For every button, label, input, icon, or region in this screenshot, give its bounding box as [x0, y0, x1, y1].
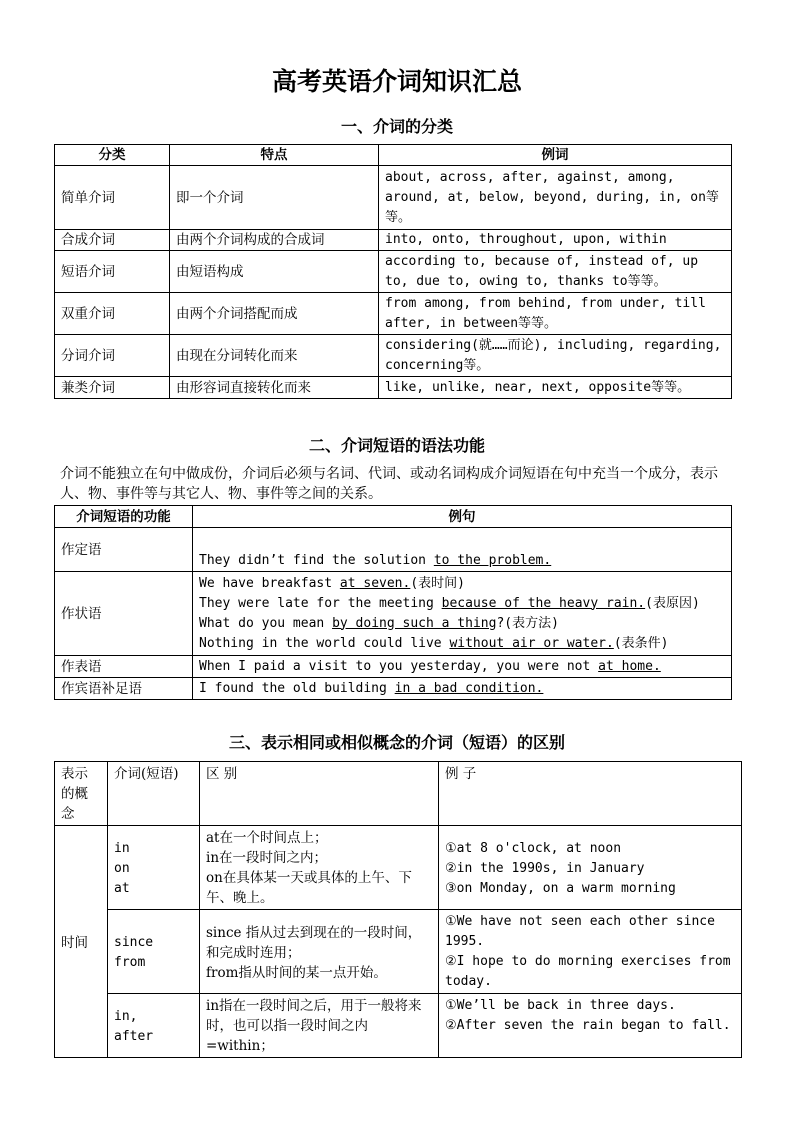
header-category: 分类	[55, 145, 170, 166]
preposition-classification-table	[54, 144, 732, 399]
category-cell: 简单介词	[55, 166, 170, 230]
header-function: 介词短语的功能	[55, 506, 193, 528]
table-row	[55, 656, 732, 678]
example-cell: ①We have not seen each other since 1995. ②I hope to do morning exercises from today.	[439, 910, 742, 994]
examples-cell: according to, because of, instead of, up to, due to, owing to, thanks to等等。	[379, 251, 732, 293]
feature-cell: 由形容词直接转化而来	[170, 377, 379, 399]
function-cell: 作定语	[55, 528, 193, 572]
example-cell: ①We’ll be back in three days. ②After seven the rain began to fall.	[439, 994, 742, 1058]
header-examples: 例词	[379, 145, 732, 166]
header-concept: 表示的概念	[55, 762, 108, 826]
table-row	[55, 166, 732, 230]
category-cell: 兼类介词	[55, 377, 170, 399]
table-row	[55, 572, 732, 656]
feature-cell: 由短语构成	[170, 251, 379, 293]
header-difference: 区 别	[200, 762, 439, 826]
underlined-phrase: by doing such a thing	[332, 615, 497, 631]
header-feature: 特点	[170, 145, 379, 166]
example-cell: ①at 8 o'clock, at noon ②in the 1990s, in January ③on Monday, on a warm morning	[439, 826, 742, 910]
feature-cell: 即一个介词	[170, 166, 379, 230]
feature-cell: 由两个介词搭配而成	[170, 293, 379, 335]
preposition-cell: in, after	[108, 994, 200, 1058]
header-preposition: 介词(短语)	[108, 762, 200, 826]
category-cell: 合成介词	[55, 230, 170, 251]
section2-heading: 二、介词短语的语法功能	[308, 436, 485, 455]
function-cell: 作状语	[55, 572, 193, 656]
difference-cell: in指在一段时间之后，用于一般将来时，也可以指一段时间之内=within；	[200, 994, 439, 1058]
table-row	[55, 826, 742, 910]
table-row	[55, 910, 742, 994]
sentence-cell: They didn’t find the solution to the problem.	[193, 528, 732, 572]
section1-heading: 一、介词的分类	[340, 117, 453, 136]
examples-cell: about, across, after, against, among, around, at, below, beyond, during, in, on等等。	[379, 166, 732, 230]
feature-cell: 由两个介词构成的合成词	[170, 230, 379, 251]
section2-intro: 介词不能独立在句中做成份，介词后必须与名词、代词、或动名词构成介词短语在句中充当一个成分，表示人、物、事件等与其它人、物、事件等之间的关系。	[60, 466, 718, 502]
table-row	[55, 335, 732, 377]
table-row	[55, 994, 742, 1058]
table-row	[55, 293, 732, 335]
table-row	[55, 230, 732, 251]
sentence-cell: When I paid a visit to you yesterday, you were not at home.	[193, 656, 732, 678]
table-row	[55, 251, 732, 293]
examples-cell: into, onto, throughout, upon, within	[379, 230, 732, 251]
feature-cell: 由现在分词转化而来	[170, 335, 379, 377]
category-cell: 分词介词	[55, 335, 170, 377]
table-row	[55, 528, 732, 572]
phrase-function-table	[54, 505, 732, 700]
examples-cell: from among, from behind, from under, till after, in between等等。	[379, 293, 732, 335]
examples-cell: considering(就……而论), including, regarding, concerning等。	[379, 335, 732, 377]
function-cell: 作宾语补足语	[55, 678, 193, 700]
examples-cell: like, unlike, near, next, opposite等等。	[379, 377, 732, 399]
category-cell: 短语介词	[55, 251, 170, 293]
section3-heading: 三、表示相同或相似概念的介词（短语）的区别	[228, 733, 565, 752]
preposition-difference-table	[54, 761, 742, 1058]
difference-cell: at在一个时间点上； in在一段时间之内； on在具体某一天或具体的上午、下午、晚上。	[200, 826, 439, 910]
table-row	[55, 678, 732, 700]
sentence-cell: We have breakfast at seven.(表时间) They were late for the meeting because of the heavy rain.(表原因) What do you mean by doing such a thing?(表方法) Nothing in the world could live without air or water.(表条件)	[193, 572, 732, 656]
page-title: 高考英语介词知识汇总	[271, 67, 522, 96]
preposition-cell: since from	[108, 910, 200, 994]
header-sentence: 例句	[193, 506, 732, 528]
difference-cell: since 指从过去到现在的一段时间，和完成时连用； from指从时间的某一点开始。	[200, 910, 439, 994]
underlined-phrase: at seven.	[339, 575, 411, 591]
underlined-phrase: without air or water.	[449, 635, 614, 651]
function-cell: 作表语	[55, 656, 193, 678]
underlined-phrase: in a bad condition.	[394, 680, 544, 696]
underlined-phrase: because of the heavy rain.	[441, 595, 646, 611]
category-cell: 双重介词	[55, 293, 170, 335]
underlined-phrase: to the problem.	[433, 553, 552, 568]
header-example: 例 子	[439, 762, 742, 826]
concept-cell: 时间	[55, 826, 108, 1058]
table-row	[55, 377, 732, 399]
sentence-cell: I found the old building in a bad condition.	[193, 678, 732, 700]
preposition-cell: in on at	[108, 826, 200, 910]
underlined-phrase: at home.	[598, 658, 661, 674]
